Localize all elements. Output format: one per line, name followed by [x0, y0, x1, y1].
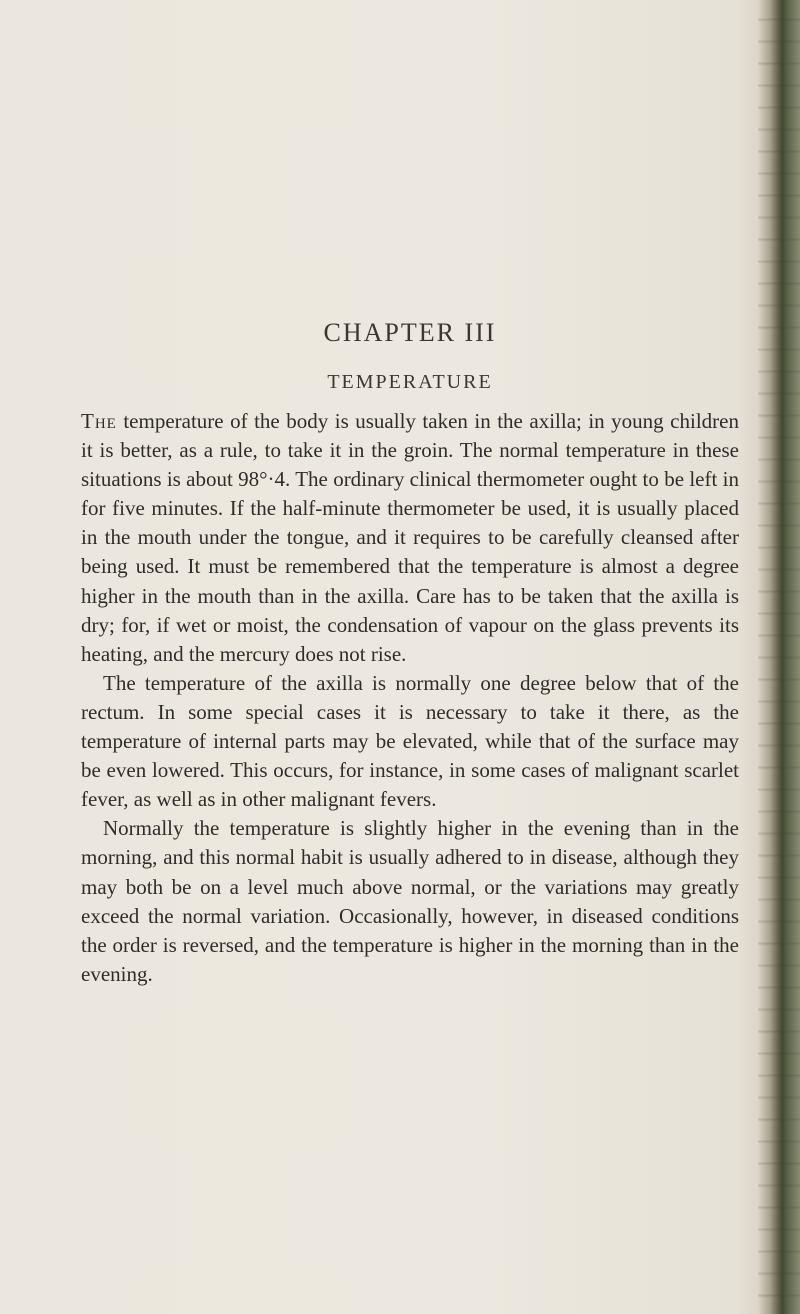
- paragraph-text: temperature of the body is usually taken in the axilla; in young children it is better, as a rule, to take it in the groin. The normal temperature in these situations is about 98°·4. The ordinary clinical thermometer ought to be left in for five minutes. If the half-minute thermometer be used, it is usually placed in the mouth under the tongue, and it requires to be carefully cleansed after being used. It must be remembered that the temperature is almost a degree higher in the mouth than in the axilla. Care has to be taken that the axilla is dry; for, if wet or moist, the condensation of vapour on the glass prevents its heating, and the mercury does not rise.: [81, 409, 739, 666]
- paragraph-3: Normally the temperature is slightly higher in the evening than in the morning, and this normal habit is usually adhered to in disease, although they may both be on a level much above normal, or the variations may greatly exceed the normal variation. Occasionally, however, in diseased conditions the order is reversed, and the temperature is higher in the morning than in the evening.: [81, 816, 739, 986]
- paragraph-1: [81, 407, 739, 669]
- section-title: TEMPERATURE: [327, 371, 493, 393]
- page-edge-shadow: [758, 0, 800, 1314]
- chapter-heading: CHAPTER III: [323, 318, 497, 347]
- paragraph-2: The temperature of the axilla is normally one degree below that of the rectum. In some special cases it is necessary to take it there, as the temperature of internal parts may be elevated, while that of the surface may be even lowered. This occurs, for instance, in some cases of malignant scarlet fever, as well as in other malignant fevers.: [81, 670, 739, 812]
- paragraph-lead-word: The: [81, 409, 117, 433]
- body-text: [81, 407, 739, 989]
